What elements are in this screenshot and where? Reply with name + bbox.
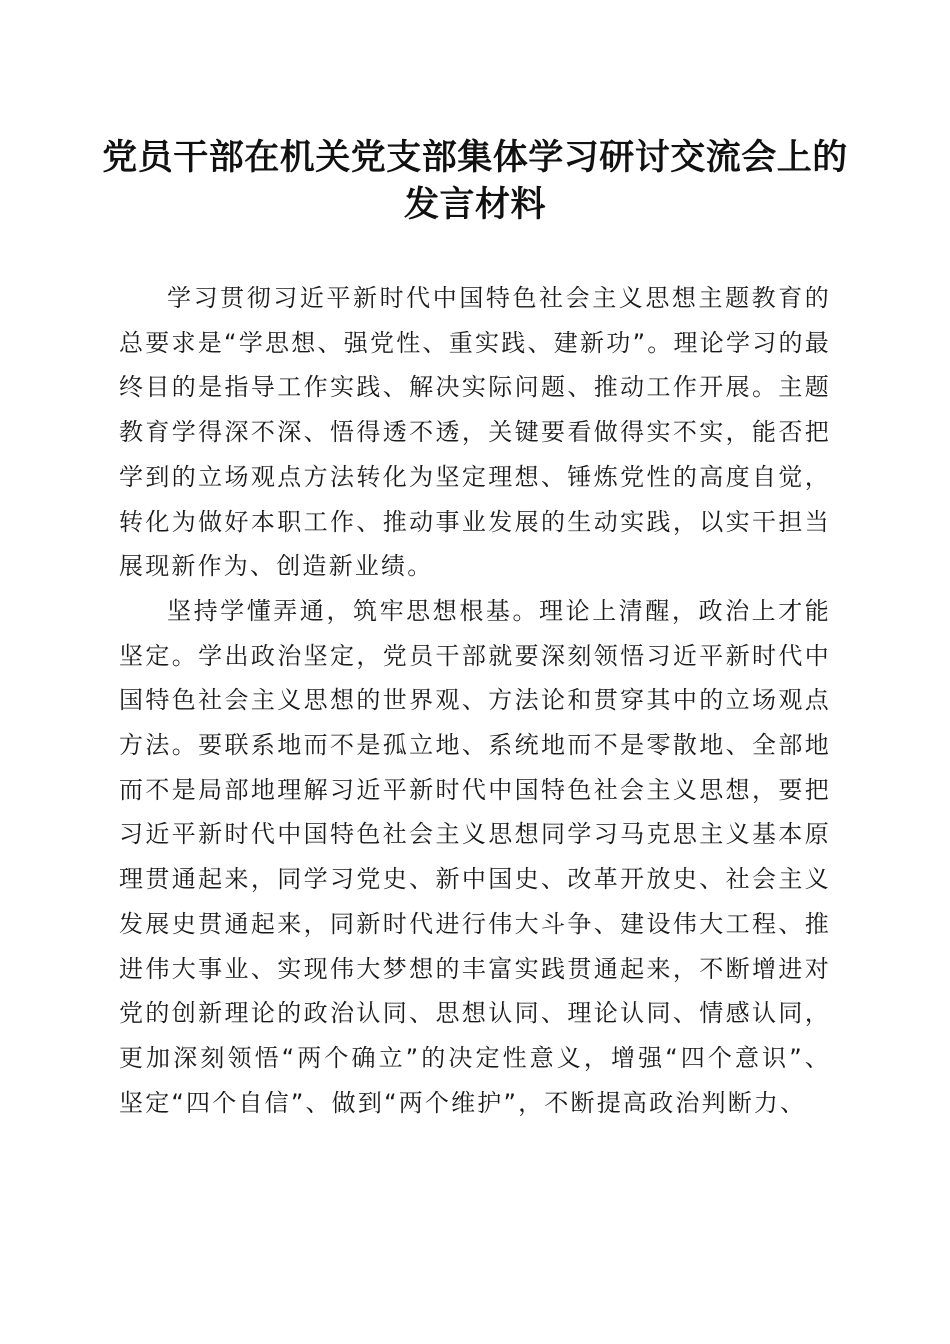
document-body <box>119 276 831 1125</box>
paragraph-study: 坚持学懂弄通，筑牢思想根基。理论上清醒，政治上才能坚定。学出政治坚定，党员干部就要深刻领悟习近平新时代中国特色社会主义思想的世界观、方法论和贯穿其中的立场观点方法。要联系地而不是孤立地、系统地而不是零散地、全部地而不是局部地理解习近平新时代中国特色社会主义思想，要把习近平新时代中国特色社会主义思想同学习马克思主义基本原理贯通起来，同学习党史、新中国史、改革开放史、社会主义发展史贯通起来，同新时代进行伟大斗争、建设伟大工程、推进伟大事业、实现伟大梦想的丰富实践贯通起来，不断增进对党的创新理论的政治认同、思想认同、理论认同、情感认同，更加深刻领悟“两个确立”的决定性意义，增强“四个意识”、坚定“四个自信”、做到“两个维护”，不断提高政治判断力、 <box>119 596 831 1117</box>
document-title: 党员干部在机关党支部集体学习研讨交流会上的发言材料 <box>102 137 848 225</box>
paragraph-intro: 学习贯彻习近平新时代中国特色社会主义思想主题教育的总要求是“学思想、强党性、重实践、建新功”。理论学习的最终目的是指导工作实践、解决实际问题、推动工作开展。主题教育学得深不深、悟得透不透，关键要看做得实不实，能否把学到的立场观点方法转化为坚定理想、锤炼党性的高度自觉，转化为做好本职工作、推动事业发展的生动实践，以实干担当展现新作为、创造新业绩。 <box>119 284 831 581</box>
